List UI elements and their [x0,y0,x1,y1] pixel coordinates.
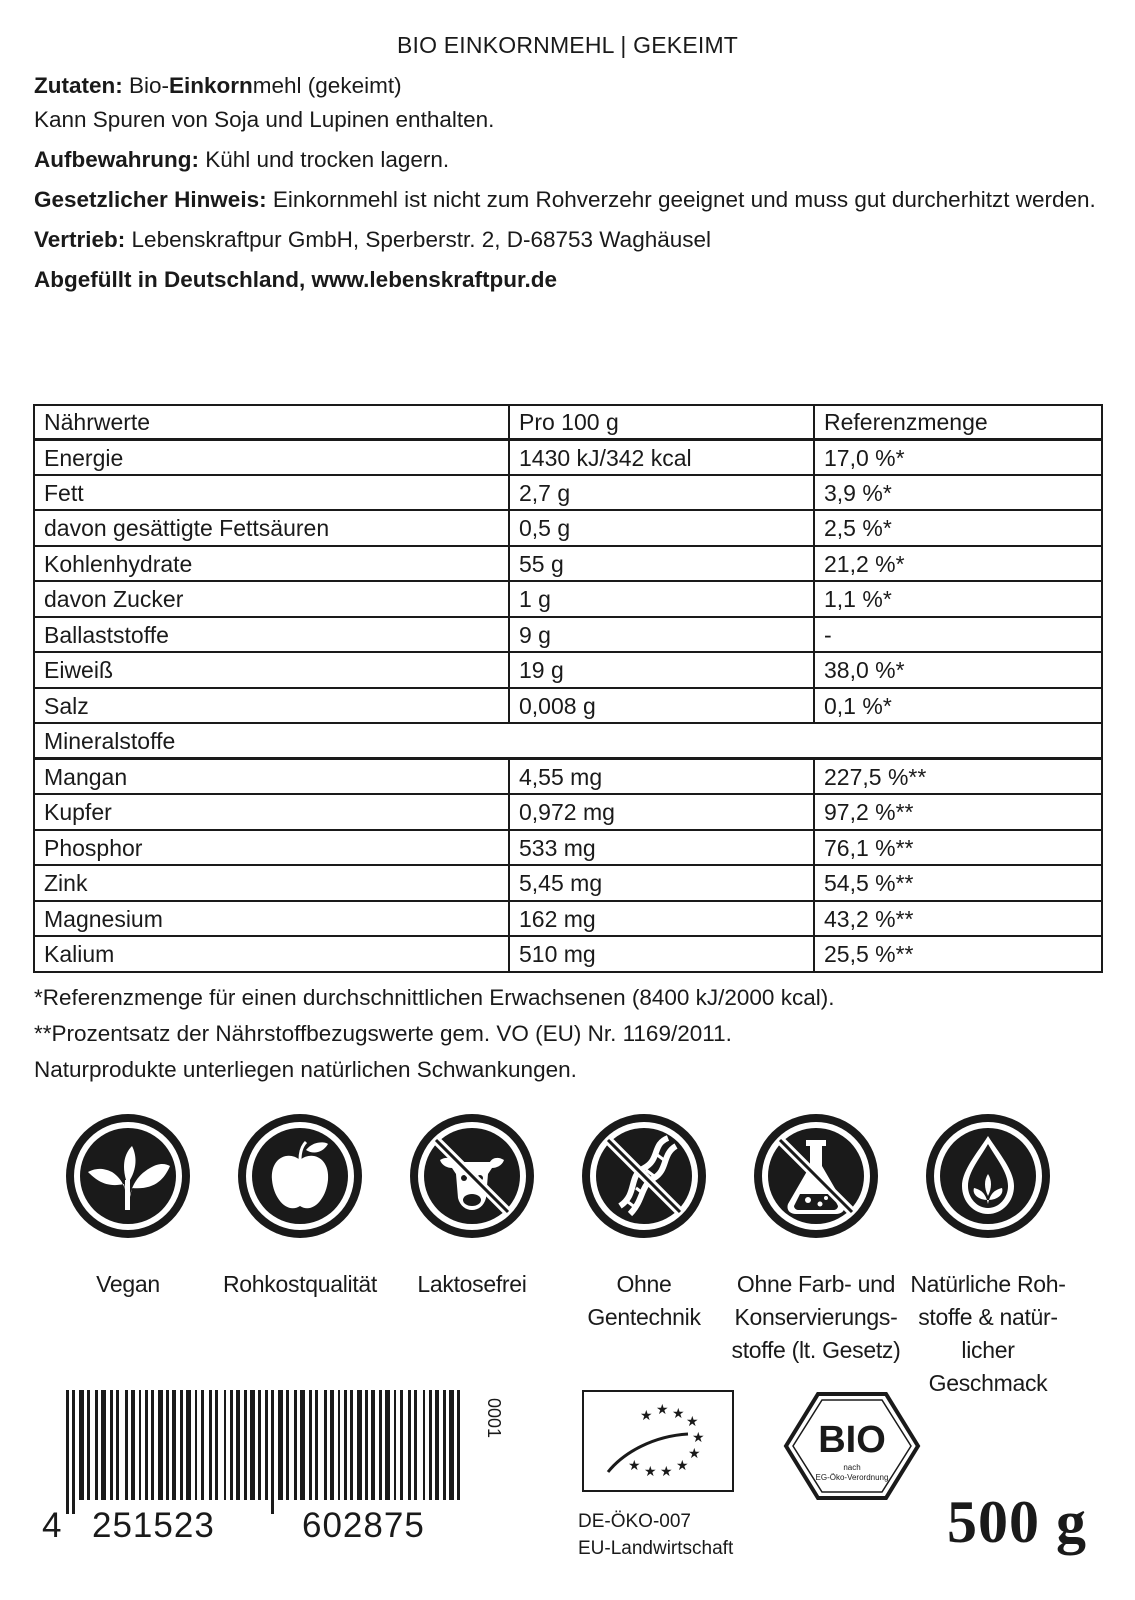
barcode-bar [394,1390,396,1500]
barcode-bar [344,1390,347,1500]
legal-notice-text: Einkornmehl ist nicht zum Rohverzehr geeignet und muss gut durcherhitzt werden. [266,187,1096,212]
barcode-bar [66,1390,69,1514]
barcode-bar [201,1390,204,1500]
barcode-bars [66,1390,486,1514]
table-cell: 76,1 %** [814,830,1102,866]
bio-word: BIO [818,1419,886,1461]
nutrition-table [33,404,1103,973]
ingredients-text-pre: Bio- [122,73,170,98]
table-cell: 3,9 %* [814,475,1102,511]
barcode-bar [286,1390,289,1500]
eu-leaf-stars-icon [584,1392,731,1489]
barcode-bar [278,1390,283,1500]
barcode-bar [429,1390,432,1500]
table-cell: 0,008 g [509,688,814,724]
label-line: stoffe & natür- [918,1304,1058,1330]
table-cell: 2,5 %* [814,510,1102,546]
barcode-bar [236,1390,240,1500]
feature-label [556,1268,732,1334]
net-weight: 500 g [947,1489,1087,1555]
barcode-bar [271,1390,274,1514]
table-cell: 510 mg [509,936,814,972]
vegan-leaves-icon [62,1110,194,1242]
mineral-header-row [34,723,1102,759]
barcode-bar [324,1390,327,1500]
svg-text:★: ★ [640,1408,653,1424]
storage-text: Kühl und trocken lagern. [198,147,450,172]
header-cell: Pro 100 g [509,405,814,439]
table-cell: Phosphor [34,830,509,866]
barcode-bar [414,1390,417,1500]
svg-text:★: ★ [686,1414,699,1430]
svg-text:★: ★ [688,1446,701,1462]
feature-label [728,1268,904,1367]
mineral-header-cell: Mineralstoffe [34,723,1102,759]
eu-organic-logo [582,1390,734,1492]
barcode-bar [258,1390,261,1500]
svg-text:★: ★ [692,1430,705,1446]
barcode-bar [435,1390,439,1500]
product-info [34,72,1114,306]
barcode-bar [449,1390,454,1500]
eu-organic-text [578,1508,733,1562]
barcode-bar [195,1390,197,1500]
table-cell: Magnesium [34,901,509,937]
footnote-percentage: **Prozentsatz der Nährstoffbezugswerte gem. VO (EU) Nr. 1169/2011. [34,1021,732,1046]
table-cell: 21,2 %* [814,546,1102,582]
distributor-text: Lebenskraftpur GmbH, Sperberstr. 2, D-68753 Waghäusel [125,227,712,252]
barcode-bar [385,1390,390,1500]
table-cell: - [814,617,1102,653]
barcode-bar [330,1390,334,1500]
barcode-bar [125,1390,128,1500]
label-line: Natürliche Roh- [910,1271,1066,1297]
label-line: Ohne Farb- und [736,1271,896,1297]
table-cell: 0,972 mg [509,794,814,830]
barcode-bar [180,1390,183,1500]
table-cell: 227,5 %** [814,759,1102,795]
table-cell: 19 g [509,652,814,688]
bio-sub-nach: nach [843,1463,861,1472]
table-row [34,688,1102,724]
storage-label: Aufbewahrung: [34,147,199,172]
barcode-bar [79,1390,84,1500]
ean-barcode [42,1390,496,1550]
table-row [34,794,1102,830]
label-line: Konservierungs- [734,1304,898,1330]
table-cell: Fett [34,475,509,511]
barcode-bar [158,1390,163,1500]
legal-notice-label: Gesetzlicher Hinweis: [34,187,267,212]
barcode-bar [116,1390,119,1500]
barcode-bar [371,1390,375,1500]
no-flask-icon [750,1110,882,1242]
table-cell: 4,55 mg [509,759,814,795]
table-row [34,936,1102,972]
barcode-left-group: 251523 [92,1506,215,1545]
table-cell: Energie [34,439,509,475]
legal-notice-line [34,186,1114,226]
barcode-bar [265,1390,268,1500]
distributor-line [34,226,1114,266]
table-cell: 0,1 %* [814,688,1102,724]
barcode-bar [294,1390,297,1500]
label-line: licher Geschmack [928,1337,1048,1396]
eu-origin: EU-Landwirtschaft [578,1538,734,1559]
product-title: BIO EINKORNMEHL | GEKEIMT [396,32,739,58]
feature-gmo-free [556,1110,732,1334]
table-row [34,865,1102,901]
barcode-bar [423,1390,425,1500]
table-cell: Kupfer [34,794,509,830]
table-cell: 55 g [509,546,814,582]
barcode-bar [300,1390,305,1500]
header-cell: Referenzmenge [814,405,1102,439]
table-cell: 1,1 %* [814,581,1102,617]
label-line: stoffe (lt. Gesetz) [731,1337,901,1363]
table-row [34,510,1102,546]
feature-lactose-free [384,1110,560,1301]
feature-no-additives [728,1110,904,1367]
barcode-bar [338,1390,340,1500]
barcode-bar [215,1390,218,1500]
barcode-first-digit: 4 [42,1506,63,1545]
bio-seal [782,1390,922,1502]
table-cell: Ballaststoffe [34,617,509,653]
table-row [34,439,1102,475]
barcode-right-group: 602875 [302,1506,425,1545]
table-cell: 5,45 mg [509,865,814,901]
table-cell: 54,5 %** [814,865,1102,901]
table-cell: Salz [34,688,509,724]
bottled-line [34,266,1114,306]
table-row [34,652,1102,688]
barcode-bar [139,1390,141,1500]
table-cell: Eiweiß [34,652,509,688]
label-line: Gentechnik [587,1304,701,1330]
feature-raw [212,1110,388,1301]
table-cell: 1 g [509,581,814,617]
table-cell: 162 mg [509,901,814,937]
label-line: Ohne [616,1271,672,1297]
table-row [34,475,1102,511]
barcode-bar [151,1390,154,1500]
bio-hexagon-icon [782,1390,922,1502]
apple-icon [234,1110,366,1242]
svg-text:★: ★ [656,1402,669,1418]
table-cell: davon gesättigte Fettsäuren [34,510,509,546]
table-cell: 25,5 %** [814,936,1102,972]
table-cell: 38,0 %* [814,652,1102,688]
barcode-bar [101,1390,106,1500]
barcode-bar [131,1390,135,1500]
no-dna-icon [578,1110,710,1242]
svg-text:★: ★ [672,1406,685,1422]
barcode-bar [145,1390,148,1500]
table-cell: davon Zucker [34,581,509,617]
distributor-label: Vertrieb: [34,227,126,252]
table-cell: Kalium [34,936,509,972]
ingredients-line [34,72,1114,106]
table-cell: 0,5 g [509,510,814,546]
ingredients-label: Zutaten: [34,73,123,98]
header-cell: Nährwerte [34,405,509,439]
bottled-text: Abgefüllt in Deutschland, www.lebenskraftpur.de [34,267,557,292]
svg-text:★: ★ [644,1464,657,1480]
footnotes [34,980,834,1088]
table-cell: 17,0 %* [814,439,1102,475]
table-cell: 533 mg [509,830,814,866]
svg-text:★: ★ [676,1458,689,1474]
table-cell: 2,7 g [509,475,814,511]
bio-sub-regulation: EG-Öko-Verordnung [815,1473,889,1482]
table-cell: 97,2 %** [814,794,1102,830]
barcode-bar [244,1390,247,1500]
barcode-bar [87,1390,90,1500]
barcode-bar [309,1390,312,1500]
barcode-bar [365,1390,368,1500]
traces-line: Kann Spuren von Soja und Lupinen enthalten. [34,107,495,132]
table-cell: 9 g [509,617,814,653]
table-row [34,546,1102,582]
ingredients-text-post: mehl (gekeimt) [252,73,402,98]
barcode-bar [357,1390,362,1500]
table-header-row [34,405,1102,439]
ingredients-text-bold: Einkorn [169,73,253,98]
natural-drop-icon [922,1110,1054,1242]
table-row [34,901,1102,937]
table-cell: Zink [34,865,509,901]
barcode-bar [224,1390,226,1500]
barcode-bar [110,1390,113,1500]
table-cell: Kohlenhydrate [34,546,509,582]
barcode-bar [95,1390,98,1500]
barcode-bar [72,1390,75,1514]
barcode-bar [166,1390,169,1500]
table-row [34,759,1102,795]
table-cell: 1430 kJ/342 kcal [509,439,814,475]
svg-text:★: ★ [628,1458,641,1474]
barcode-bar [379,1390,382,1500]
feature-label: Laktosefrei [417,1271,527,1297]
table-row [34,581,1102,617]
footnote-natural: Naturprodukte unterliegen natürlichen Schwankungen. [34,1057,577,1082]
barcode-bar [186,1390,191,1500]
svg-text:★: ★ [660,1464,673,1480]
feature-natural [900,1110,1076,1400]
barcode-bar [457,1390,460,1500]
barcode-bar [209,1390,212,1500]
footnote-reference: *Referenzmenge für einen durchschnittlichen Erwachsenen (8400 kJ/2000 kcal). [34,985,835,1010]
barcode-bar [250,1390,255,1500]
barcode-bar [408,1390,411,1500]
barcode-bar [350,1390,353,1500]
table-cell: 43,2 %** [814,901,1102,937]
table-cell: Mangan [34,759,509,795]
table-row [34,830,1102,866]
barcode-bar [230,1390,233,1500]
barcode-bar [400,1390,403,1500]
feature-label: Rohkostqualität [222,1271,378,1297]
storage-line [34,146,1114,186]
barcode-bar [443,1390,446,1500]
barcode-bar [315,1390,318,1500]
table-row [34,617,1102,653]
feature-vegan [40,1110,216,1301]
barcode-bar [172,1390,176,1500]
barcode-side-code: 0001 [484,1398,504,1439]
eu-control-code: DE-ÖKO-007 [578,1511,691,1532]
no-cow-icon [406,1110,538,1242]
feature-label: Vegan [96,1271,160,1297]
feature-label [900,1268,1076,1400]
